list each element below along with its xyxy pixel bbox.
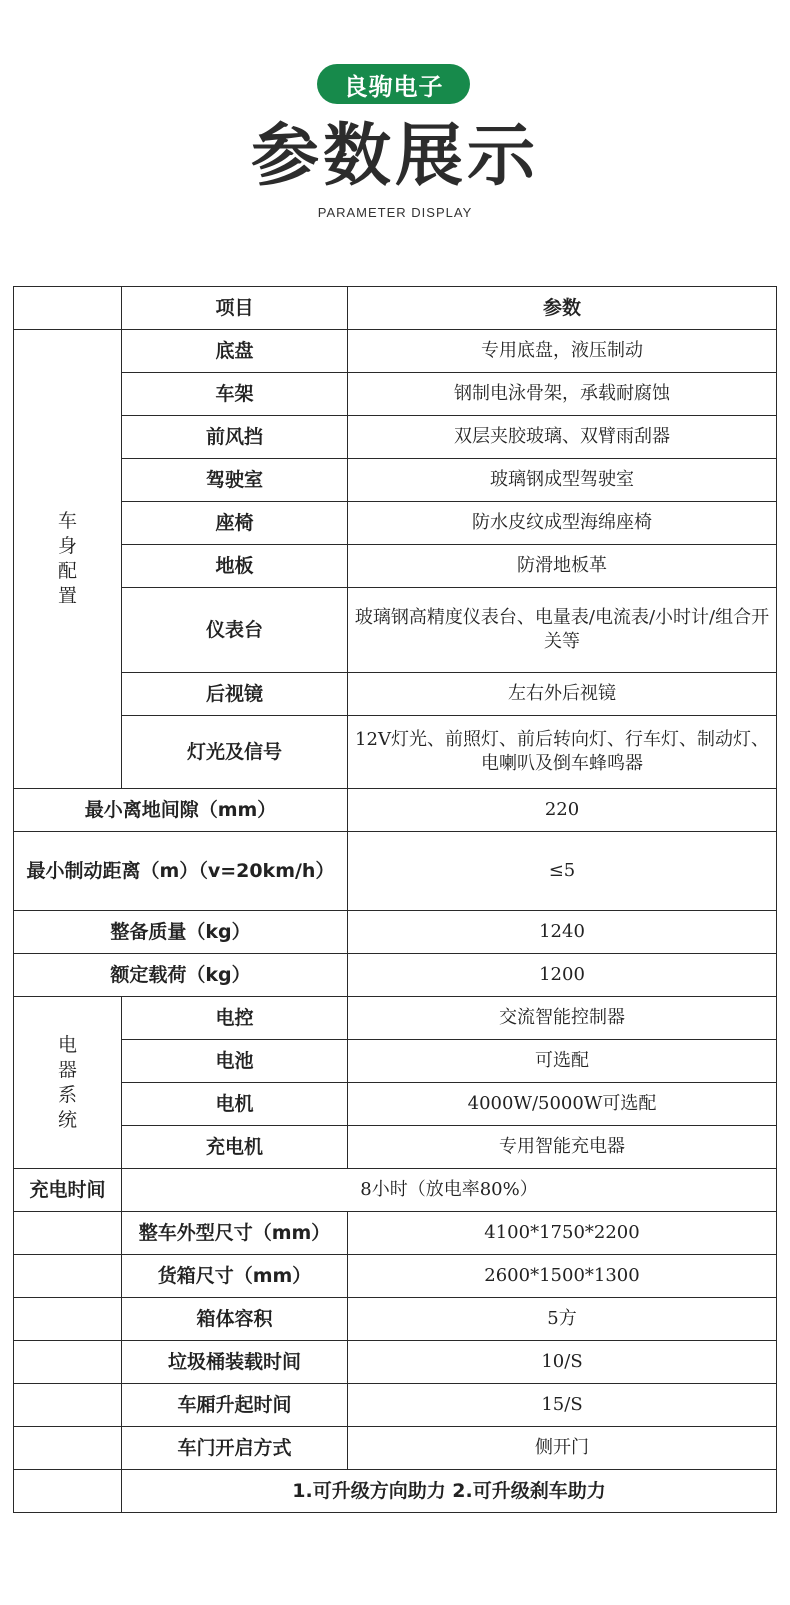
table-row [14, 1083, 777, 1126]
table-row [14, 911, 777, 954]
table-row [14, 373, 777, 416]
header-blank-cell [14, 287, 122, 330]
table-footer-row [14, 1470, 777, 1513]
row-value: 交流智能控制器 [348, 997, 777, 1040]
table-row [14, 416, 777, 459]
header-param: 参数 [348, 287, 777, 330]
table-row [14, 1341, 777, 1384]
table-row [14, 1040, 777, 1083]
table-row [14, 588, 777, 673]
table-row [14, 1427, 777, 1470]
row-value: 侧开门 [348, 1427, 777, 1470]
row-item: 货箱尺寸（mm） [122, 1255, 348, 1298]
row-item: 电池 [122, 1040, 348, 1083]
row-item: 充电机 [122, 1126, 348, 1169]
blank-cell [14, 1470, 122, 1513]
row-item: 最小制动距离（m）（v=20km/h） [14, 832, 348, 911]
blank-cell [14, 1427, 122, 1470]
row-value: ≤5 [348, 832, 777, 911]
row-value: 10/S [348, 1341, 777, 1384]
table-row [14, 832, 777, 911]
row-value: 1240 [348, 911, 777, 954]
page-title: 参数展示 [250, 117, 539, 196]
brand-badge: 良驹电子 [317, 64, 470, 104]
footer-note: 1.可升级方向助力 2.可升级刹车助力 [122, 1470, 777, 1513]
row-value: 防滑地板革 [348, 545, 777, 588]
blank-cell [14, 1384, 122, 1427]
row-item: 车架 [122, 373, 348, 416]
row-item: 灯光及信号 [122, 716, 348, 789]
row-item: 座椅 [122, 502, 348, 545]
row-item: 车厢升起时间 [122, 1384, 348, 1427]
group-label-electric-text: 电器系统 [57, 1033, 77, 1131]
parameter-table [13, 286, 777, 1513]
row-value: 左右外后视镜 [348, 673, 777, 716]
row-item: 箱体容积 [122, 1298, 348, 1341]
group-label-body-text: 车身配置 [57, 510, 77, 607]
row-value: 8小时（放电率80%） [122, 1169, 777, 1212]
row-item: 驾驶室 [122, 459, 348, 502]
row-value: 4100*1750*2200 [348, 1212, 777, 1255]
row-value: 钢制电泳骨架，承载耐腐蚀 [348, 373, 777, 416]
page-subtitle: PARAMETER DISPLAY [317, 205, 473, 220]
header-item: 项目 [122, 287, 348, 330]
row-item: 车门开启方式 [122, 1427, 348, 1470]
row-item: 整备质量（kg） [14, 911, 348, 954]
row-item: 后视镜 [122, 673, 348, 716]
group-label-electric [14, 997, 122, 1169]
group-label-body [14, 330, 122, 789]
blank-cell [14, 1341, 122, 1384]
row-item: 仪表台 [122, 588, 348, 673]
row-value: 1200 [348, 954, 777, 997]
table-row [14, 545, 777, 588]
row-item: 额定载荷（kg） [14, 954, 348, 997]
table-row [14, 997, 777, 1040]
table-row [14, 954, 777, 997]
row-value: 双层夹胶玻璃、双臂雨刮器 [348, 416, 777, 459]
table-row [14, 1169, 777, 1212]
table-row [14, 1255, 777, 1298]
row-value: 防水皮纹成型海绵座椅 [348, 502, 777, 545]
row-item: 垃圾桶装载时间 [122, 1341, 348, 1384]
row-value: 15/S [348, 1384, 777, 1427]
row-value: 4000W/5000W可选配 [348, 1083, 777, 1126]
row-item: 地板 [122, 545, 348, 588]
row-value: 玻璃钢高精度仪表台、电量表/电流表/小时计/组合开关等 [348, 588, 777, 673]
row-item: 电控 [122, 997, 348, 1040]
row-value: 玻璃钢成型驾驶室 [348, 459, 777, 502]
table-row [14, 673, 777, 716]
row-item: 整车外型尺寸（mm） [122, 1212, 348, 1255]
blank-cell [14, 1298, 122, 1341]
row-value: 可选配 [348, 1040, 777, 1083]
row-value: 2600*1500*1300 [348, 1255, 777, 1298]
table-row [14, 716, 777, 789]
blank-cell [14, 1255, 122, 1298]
row-item: 前风挡 [122, 416, 348, 459]
row-value: 220 [348, 789, 777, 832]
blank-cell [14, 1212, 122, 1255]
table-row [14, 1126, 777, 1169]
row-value: 5方 [348, 1298, 777, 1341]
row-item: 最小离地间隙（mm） [14, 789, 348, 832]
row-value: 12V灯光、前照灯、前后转向灯、行车灯、制动灯、电喇叭及倒车蜂鸣器 [348, 716, 777, 789]
table-row [14, 502, 777, 545]
row-item: 充电时间 [14, 1169, 122, 1212]
row-value: 专用智能充电器 [348, 1126, 777, 1169]
table-row [14, 1212, 777, 1255]
table-row [14, 459, 777, 502]
table-row [14, 789, 777, 832]
table-header-row [14, 287, 777, 330]
table-row [14, 1384, 777, 1427]
row-item: 电机 [122, 1083, 348, 1126]
row-item: 底盘 [122, 330, 348, 373]
table-row [14, 1298, 777, 1341]
row-value: 专用底盘，液压制动 [348, 330, 777, 373]
table-row [14, 330, 777, 373]
